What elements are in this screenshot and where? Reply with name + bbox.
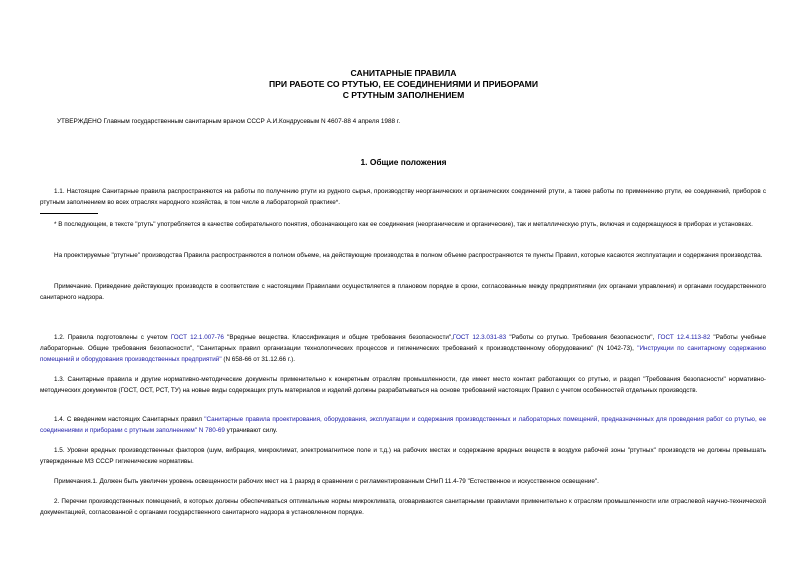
p1-2-text-5: (N 658-66 от 31.12.66 г.). — [221, 356, 296, 363]
footnote: * В последующем, в тексте "ртуть" употребляется в качестве собирательного понятия, обозначающего как ее соединения (неорганические и органические), так и металлическую ртуть, включая и содержащуюся в приборах и установках. — [54, 221, 753, 228]
p1-2-text-2: "Вредные вещества. Классификация и общие требования безопасности", — [223, 334, 453, 341]
title-line-2: ПРИ РАБОТЕ СО РТУТЬЮ, ЕЕ СОЕДИНЕНИЯМИ И ПРИБОРАМИ — [268, 79, 539, 89]
paragraph-1-2 — [40, 332, 766, 365]
gost-12-3-031-link[interactable]: ГОСТ 12.3.031-83 — [452, 334, 507, 341]
p1-4-text-2: утрачивают силу. — [224, 427, 278, 434]
document-title — [0, 68, 807, 101]
title-line-1: САНИТАРНЫЕ ПРАВИЛА — [350, 68, 457, 78]
sanitary-rules-780-69-link[interactable]: "Санитарные правила проектирования, оборудования, эксплуатации и содержания производственных и лабораторных помещений, предназначенных для проведения работ со ртутью, ее соединениями и приборами с ртутным заполнением" N 780-69 — [40, 416, 767, 434]
p1-4-text-1: 1.4. С введением настоящих Санитарных правил — [54, 416, 205, 423]
paragraph-mercury-production: На проектируемые "ртутные" производства Правила распространяются в полном объеме, на действующие производства в полном объеме распространяются те пункты Правил, которые касаются эксплуатации и содержания производства. — [54, 252, 763, 259]
paragraph-1-5: 1.5. Уровни вредных производственных факторов (шум, вибрация, микроклимат, электромагнитное поле и т.д.) на рабочих местах и содержание вредных веществ в воздухе рабочей зоны "ртутных" производств не должны превышать утвержденные МЗ СССР гигиенические нормативы. — [40, 447, 766, 465]
note-paragraph: Примечание. Приведение действующих производств в соответствие с настоящими Правилами осуществляется в плановом порядке в сроки, согласованные между предприятиями (их органами управления) и органами государственного санитарного надзора. — [40, 283, 766, 301]
gost-12-1-007-link[interactable]: ГОСТ 12.1.007-76 — [170, 334, 224, 341]
paragraph-2: 2. Перечни производственных помещений, в которых должны обеспечиваться оптимальные нормы микроклимата, оговариваются санитарными правилами применительно к отраслям промышленности или отраслевой научно-технической документацией, согласованной с органами государственного санитарного надзора в установленном порядке. — [40, 498, 766, 516]
note-lighting: Примечания.1. Должен быть увеличен уровень освещенности рабочих мест на 1 разряд в сравнении с регламентированным СНиП 11.4-79 "Естественное и искусственное освещение". — [54, 478, 599, 485]
sanitary-instruction-link[interactable]: "Инструкции по санитарному содержанию помещений и оборудования производственных предприятий" — [40, 345, 766, 363]
paragraph-1-1: 1.1. Настоящие Санитарные правила распространяются на работы по получению ртути из рудного сырья, производству неорганических и органических соединений ртути, а также работы по применению ртути, ее соединений, приборов с ртутным заполнением во всех отраслях народного хозяйства, в том числе в лабораторной практике*. — [40, 188, 766, 206]
paragraph-1-3: 1.3. Санитарные правила и другие нормативно-методические документы применительно к конкретным отраслям промышленности, где имеет место контакт работающих со ртутью, и раздел "Требования безопасности" нормативно-методических документов (ГОСТ, ОСТ, РСТ, ТУ) на новые виды содержащих ртуть материалов и изделий должны разрабатываться на основе требований настоящих Правил с учетом особенностей отдельных производств. — [40, 376, 766, 394]
approval-line: УТВЕРЖДЕНО Главным государственным санитарным врачом СССР А.И.Кондрусевым N 4607-88 4 апреля 1988 г. — [57, 118, 401, 125]
p1-2-text-3: "Работы со ртутью. Требования безопасности", — [506, 334, 658, 341]
gost-12-4-113-link[interactable]: ГОСТ 12.4.113-82 — [657, 334, 711, 341]
paragraph-1-4 — [40, 414, 766, 436]
footnote-divider — [40, 213, 98, 214]
title-line-3: С РТУТНЫМ ЗАПОЛНЕНИЕМ — [342, 90, 465, 100]
section-heading: 1. Общие положения — [360, 157, 447, 167]
p1-2-text-1: 1.2. Правила подготовлены с учетом — [54, 334, 171, 341]
p1-2-text-4: "Работы учебные лабораторные. Общие требования безопасности", "Санитарных правил организации технологических процессов и гигиенических требований к производственному оборудованию" (N 1042-73), — [40, 334, 766, 352]
